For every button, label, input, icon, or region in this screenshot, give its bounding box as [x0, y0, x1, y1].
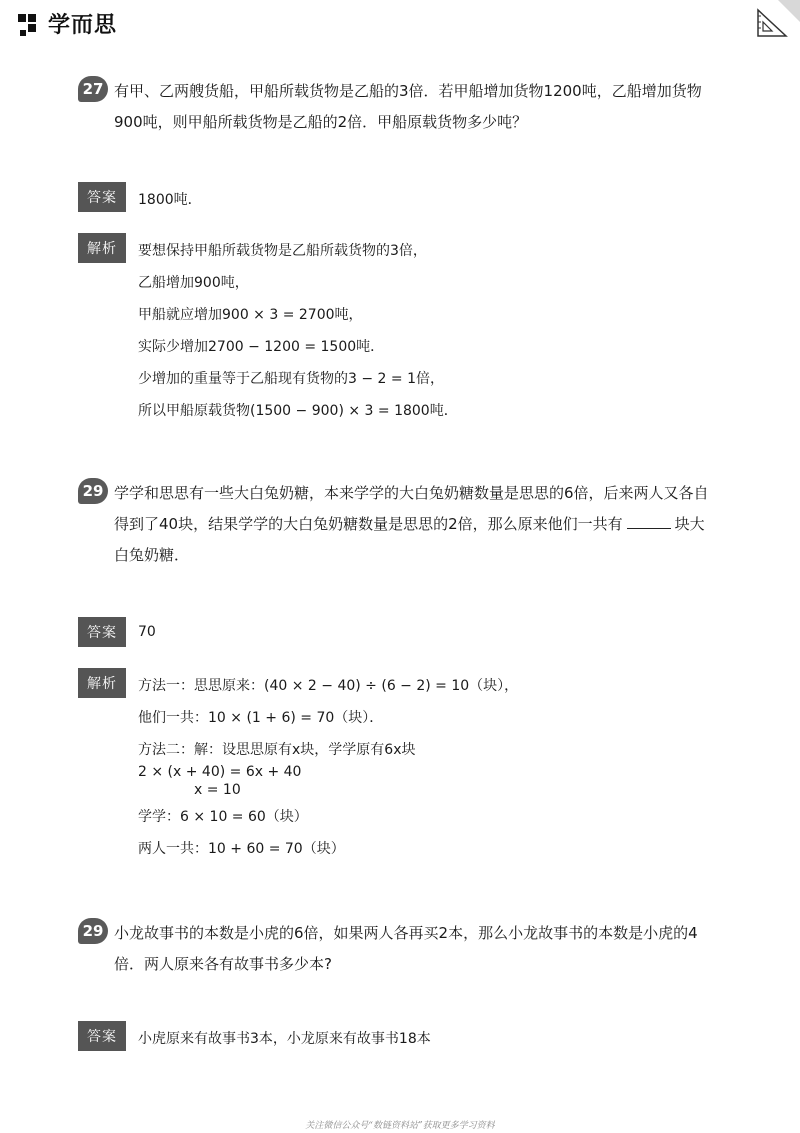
equation-line: x = 10	[194, 782, 241, 798]
logo-icon	[16, 10, 44, 38]
fill-in-blank	[627, 514, 671, 529]
equation-line: 2 × (x + 40) = 6x + 40	[138, 764, 302, 780]
answer-text: 小虎原来有故事书3本，小龙原来有故事书18本	[138, 1031, 431, 1047]
page-footer: 关注微信公众号“数链资料站”获取更多学习资料	[305, 1121, 495, 1131]
analysis-line: 甲船就应增加900 × 3 = 2700吨，	[138, 307, 363, 323]
analysis-line: 方法一：思思原来：(40 × 2 − 40) ÷ (6 − 2) = 10（块），	[138, 678, 519, 694]
answer-label: 答案	[78, 182, 126, 212]
analysis-line: 要想保持甲船所载货物是乙船所载货物的3倍，	[138, 243, 427, 259]
question-text	[114, 918, 714, 980]
analysis-label: 解析	[78, 668, 126, 698]
question-text-line: 学学和思思有一些大白兔奶糖，本来学学的大白兔奶糖数量是思思的6倍，后来两人又各自	[114, 484, 709, 502]
question-text-line: 有甲、乙两艘货船，甲船所载货物是乙船的3倍．若甲船增加货物1200吨，乙船增加货物	[114, 82, 702, 100]
analysis-line: 学学：6 × 10 = 60（块）	[138, 809, 308, 825]
analysis-line: 实际少增加2700 − 1200 = 1500吨．	[138, 339, 385, 355]
answer-label: 答案	[78, 1021, 126, 1051]
answer-label: 答案	[78, 617, 126, 647]
analysis-line: 他们一共：10 × (1 + 6) = 70（块）．	[138, 710, 384, 726]
question-number-badge: 29	[78, 478, 108, 504]
question-text-line: 倍．两人原来各有故事书多少本?	[114, 955, 332, 973]
answer-text: 1800吨．	[138, 192, 202, 208]
analysis-label: 解析	[78, 233, 126, 263]
question-number-badge: 27	[78, 76, 108, 102]
question-text-segment: 得到了40块，结果学学的大白兔奶糖数量是思思的2倍，那么原来他们一共有	[114, 515, 623, 533]
question-text	[114, 76, 714, 138]
question-text	[114, 478, 714, 571]
analysis-line: 方法二：解：设思思原有x块，学学原有6x块	[138, 742, 416, 758]
analysis-line: 乙船增加900吨，	[138, 275, 249, 291]
page-fold-icon	[778, 0, 800, 22]
logo-text: 学而思	[48, 13, 118, 38]
question-number-badge: 29	[78, 918, 108, 944]
question-text-segment: 块大	[674, 515, 705, 533]
brand-logo	[16, 8, 117, 39]
analysis-line: 少增加的重量等于乙船现有货物的3 − 2 = 1倍，	[138, 371, 444, 387]
answer-text: 70	[138, 624, 156, 640]
question-text-line	[114, 509, 714, 540]
question-text-line: 白兔奶糖．	[114, 546, 190, 564]
question-text-line: 小龙故事书的本数是小虎的6倍，如果两人各再买2本，那么小龙故事书的本数是小虎的4	[114, 924, 698, 942]
question-text-line: 900吨，则甲船所载货物是乙船的2倍．甲船原载货物多少吨？	[114, 113, 528, 131]
analysis-line: 两人一共：10 + 60 = 70（块）	[138, 841, 345, 857]
analysis-line: 所以甲船原载货物(1500 − 900) × 3 = 1800吨．	[138, 403, 458, 419]
